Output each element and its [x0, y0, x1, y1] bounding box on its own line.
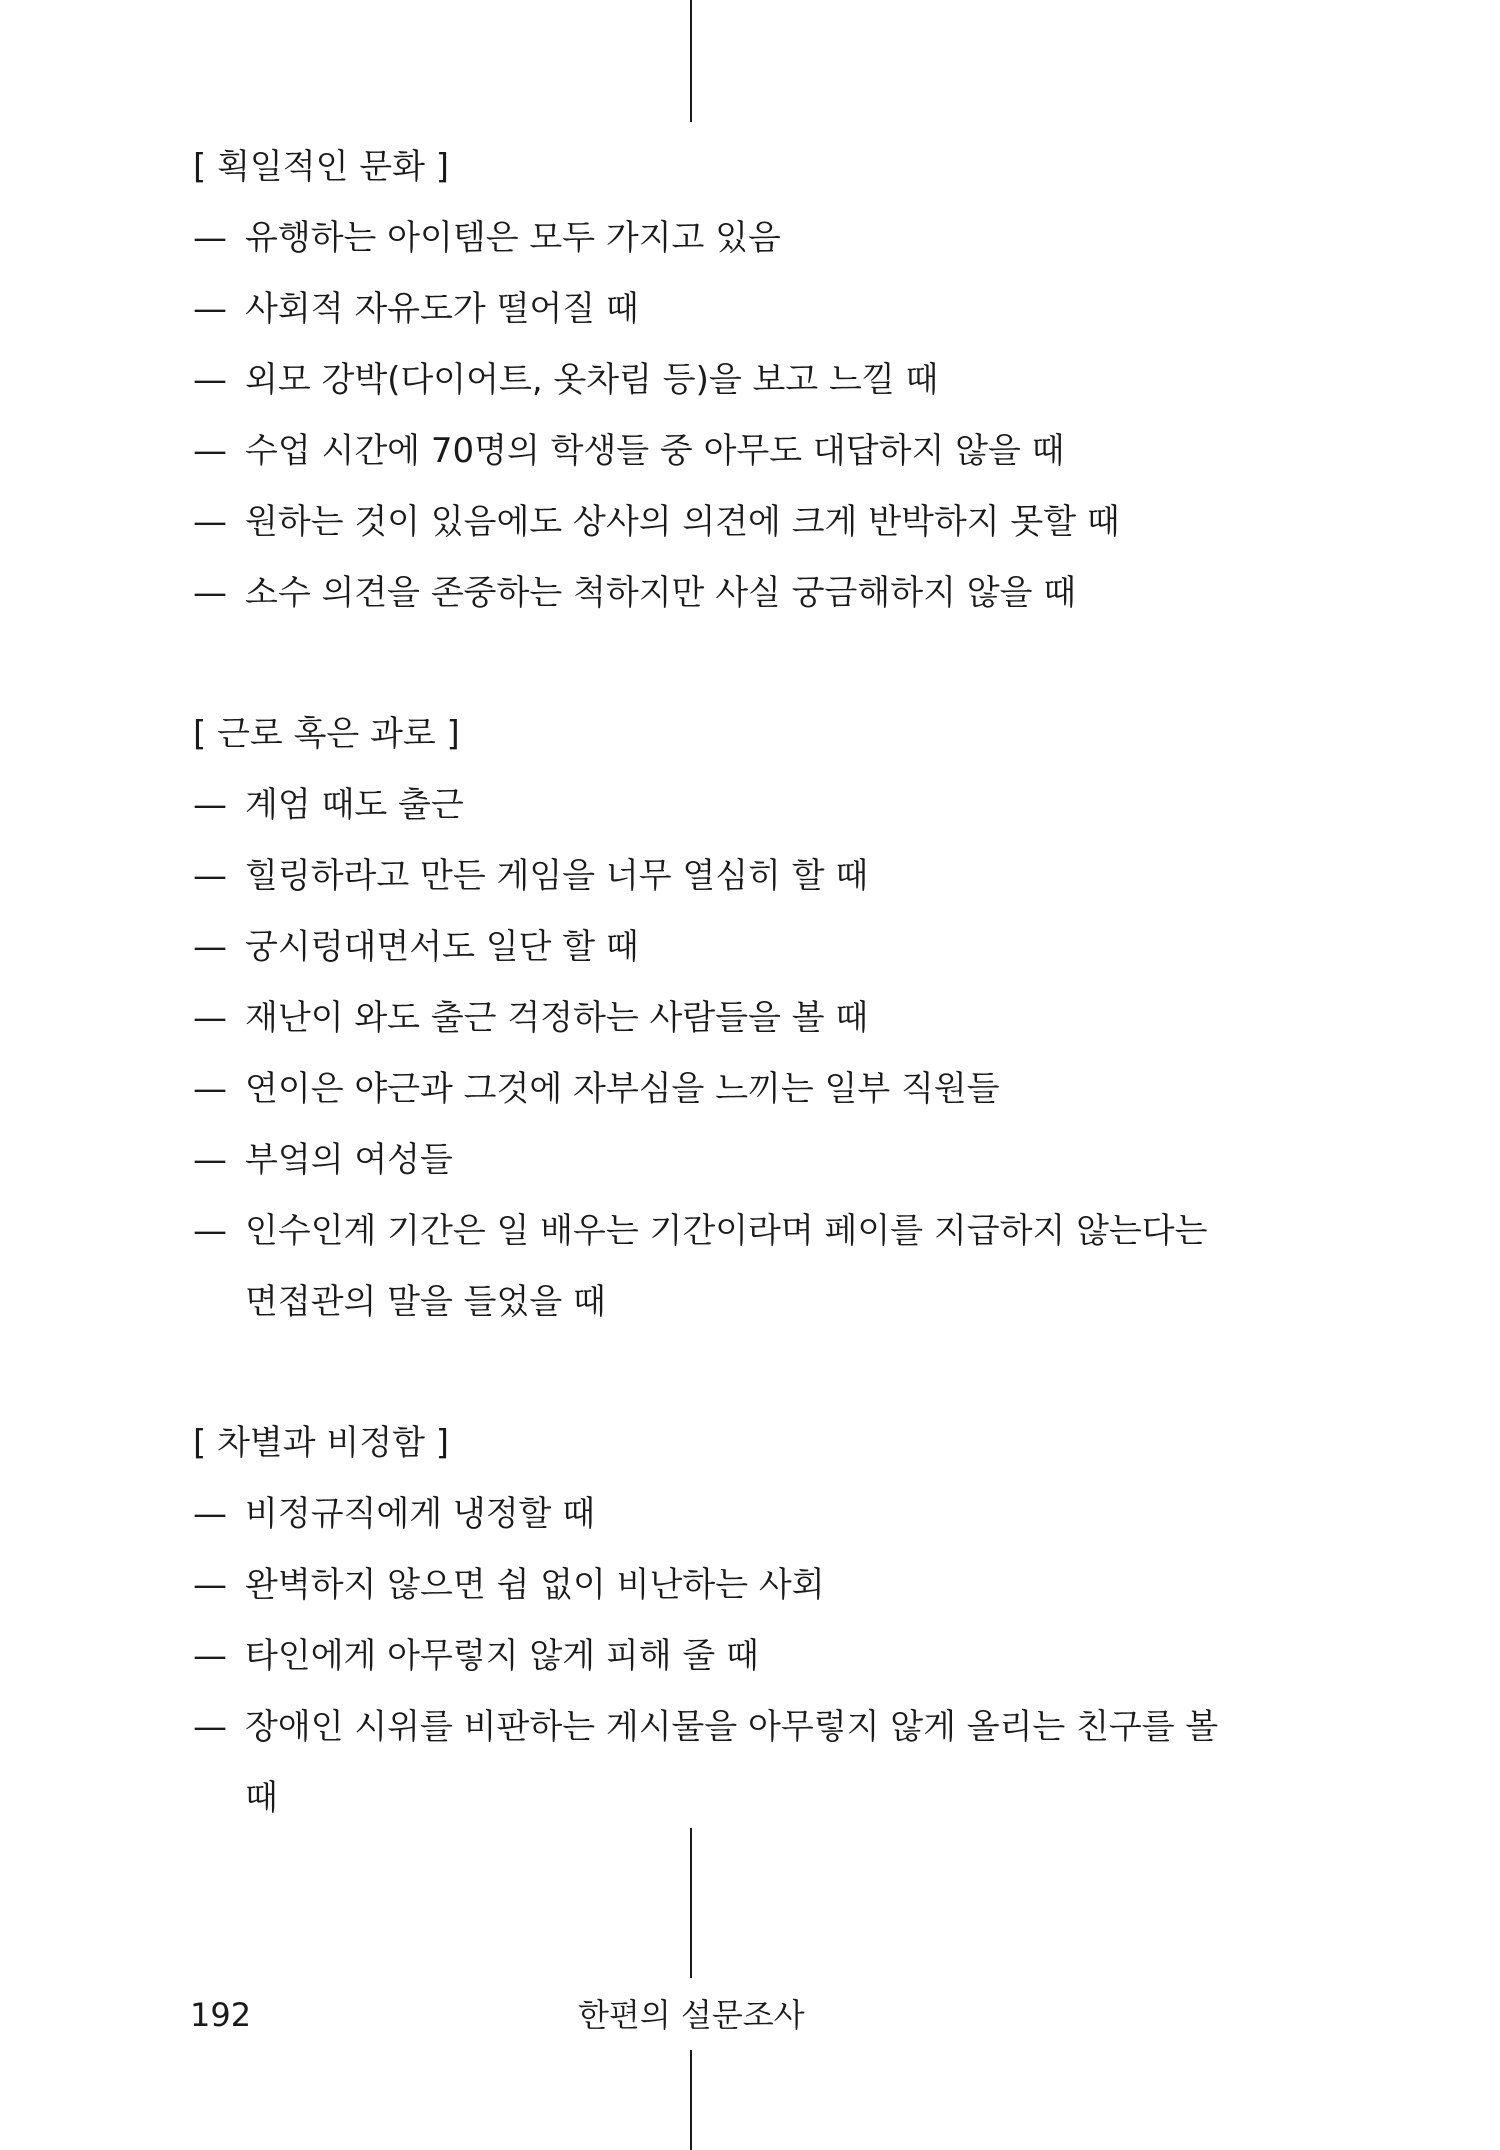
item-text: 완벽하지 않으면 쉼 없이 비난하는 사회: [245, 1565, 825, 1605]
list-item: [193, 1550, 1245, 1621]
section-work-overwork: [193, 699, 1313, 1338]
list-item: [193, 1125, 1245, 1196]
list-item: [193, 487, 1245, 558]
page-body: [193, 132, 1313, 1834]
dash-bullet: —: [193, 785, 227, 825]
list-item: [193, 1479, 1245, 1550]
item-text: 수업 시간에 70명의 학생들 중 아무도 대답하지 않을 때: [245, 431, 1065, 471]
dash-bullet: —: [193, 573, 227, 613]
dash-bullet: —: [193, 502, 227, 542]
dash-bullet: —: [193, 927, 227, 967]
list-item: [193, 1196, 1245, 1338]
item-text: 장애인 시위를 비판하는 게시물을 아무렇지 않게 올리는 친구를 볼 때: [245, 1707, 1219, 1818]
section-heading: [ 근로 혹은 과로 ]: [193, 714, 460, 754]
dash-bullet: —: [193, 998, 227, 1038]
dash-bullet: —: [193, 1069, 227, 1109]
list-item: [193, 983, 1245, 1054]
bottom-divider-line: [690, 2050, 692, 2150]
list-item: [193, 912, 1245, 983]
item-text: 유행하는 아이템은 모두 가지고 있음: [245, 218, 781, 258]
list-item: [193, 1054, 1245, 1125]
dash-bullet: —: [193, 1494, 227, 1534]
top-divider-line: [690, 0, 692, 122]
list-item: [193, 1692, 1245, 1834]
dash-bullet: —: [193, 1565, 227, 1605]
dash-bullet: —: [193, 1707, 227, 1747]
list-item: [193, 1621, 1245, 1692]
section-heading: [ 차별과 비정함 ]: [193, 1423, 450, 1463]
item-text: 부엌의 여성들: [245, 1140, 453, 1180]
list-item: [193, 274, 1245, 345]
list-item: [193, 203, 1245, 274]
dash-bullet: —: [193, 289, 227, 329]
item-text: 사회적 자유도가 떨어질 때: [245, 289, 639, 329]
item-text: 힐링하라고 만든 게임을 너무 열심히 할 때: [245, 856, 869, 896]
lower-divider-line: [690, 1828, 692, 1978]
list-item: [193, 416, 1245, 487]
list-item: [193, 345, 1245, 416]
dash-bullet: —: [193, 1140, 227, 1180]
list-item: [193, 558, 1245, 629]
dash-bullet: —: [193, 218, 227, 258]
item-text: 원하는 것이 있음에도 상사의 의견에 크게 반박하지 못할 때: [245, 502, 1120, 542]
dash-bullet: —: [193, 360, 227, 400]
section-heading: [ 획일적인 문화 ]: [193, 147, 450, 187]
item-text: 계엄 때도 출근: [245, 785, 464, 825]
dash-bullet: —: [193, 856, 227, 896]
list-item: [193, 770, 1245, 841]
item-text: 타인에게 아무렇지 않게 피해 줄 때: [245, 1636, 759, 1676]
list-item: [193, 841, 1245, 912]
item-text: 외모 강박(다이어트, 옷차림 등)을 보고 느낄 때: [245, 360, 939, 400]
item-text: 비정규직에게 냉정할 때: [245, 1494, 596, 1534]
dash-bullet: —: [193, 431, 227, 471]
item-text: 연이은 야근과 그것에 자부심을 느끼는 일부 직원들: [245, 1069, 1000, 1109]
running-title: 한편의 설문조사: [578, 1996, 805, 2034]
page-number: 192: [190, 1996, 252, 2034]
item-text: 궁시렁대면서도 일단 할 때: [245, 927, 639, 967]
item-text: 재난이 와도 출근 걱정하는 사람들을 볼 때: [245, 998, 869, 1038]
section-discrimination: [193, 1408, 1313, 1834]
item-text: 인수인계 기간은 일 배우는 기간이라며 페이를 지급하지 않는다는 면접관의 말을 들었을 때: [245, 1211, 1208, 1322]
section-uniform-culture: [193, 132, 1313, 629]
item-text: 소수 의견을 존중하는 척하지만 사실 궁금해하지 않을 때: [245, 573, 1077, 613]
dash-bullet: —: [193, 1636, 227, 1676]
dash-bullet: —: [193, 1211, 227, 1251]
